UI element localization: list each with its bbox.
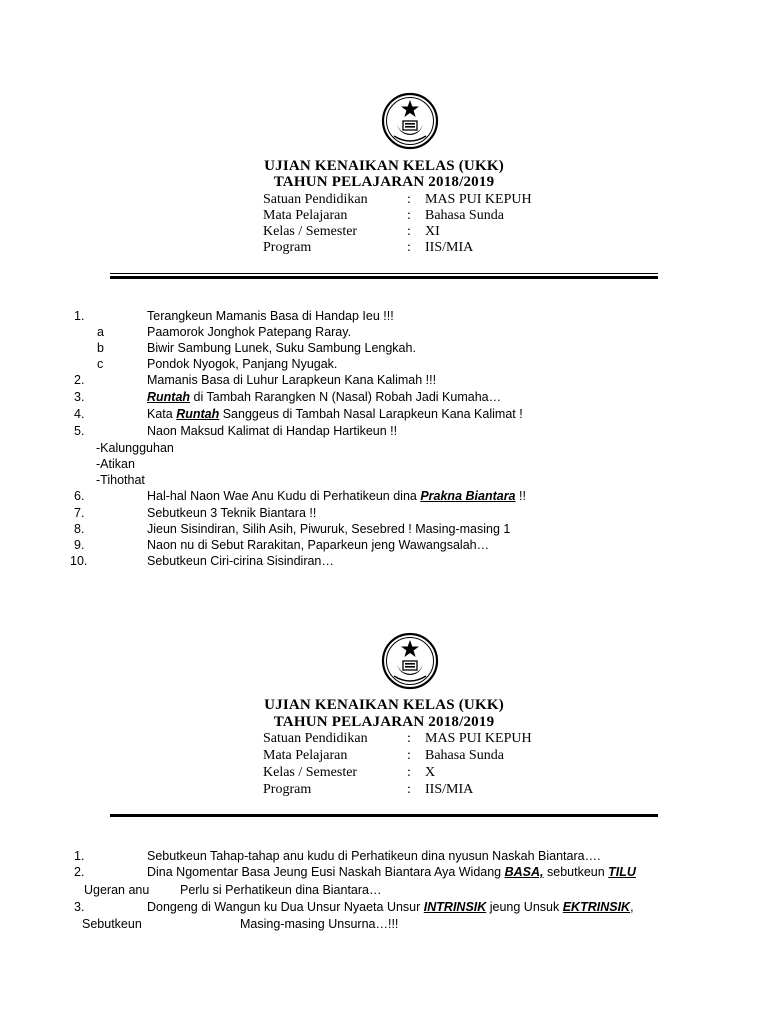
question-text: Dina Ngomentar Basa Jeung Eusi Naskah Biantara Aya Widang BASA, sebutkeun TILU	[147, 865, 636, 879]
question-number: 2.	[74, 373, 85, 387]
question-continuation: Sebutkeun	[82, 917, 142, 931]
question-sub-letter: c	[97, 357, 104, 371]
question-number: 10.	[70, 554, 88, 568]
question-text: Mamanis Basa di Luhur Larapkeun Kana Kalimah !!!	[147, 373, 437, 387]
academic-year-title: TAHUN PELAJARAN 2018/2019	[273, 174, 495, 190]
question-text: Runtah di Tambah Rarangken N (Nasal) Robah Jadi Kumaha…	[147, 390, 502, 404]
question-text: Sebutkeun Tahap-tahap anu kudu di Perhatikeun dina nyusun Naskah Biantara….	[147, 849, 601, 863]
question-text: Dongeng di Wangun ku Dua Unsur Nyaeta Unsur INTRINSIK jeung Unsuk EKTRINSIK,	[147, 900, 634, 914]
question-sub-text: Paamorok Jonghok Patepang Raray.	[147, 325, 352, 339]
exam-title: UJIAN KENAIKAN KELAS (UKK)	[264, 697, 504, 713]
question-number: 3.	[74, 900, 85, 914]
question-number: 5.	[74, 424, 85, 438]
emphasized-term: Runtah	[176, 407, 220, 421]
school-emblem-logo	[381, 632, 439, 690]
question-number: 1.	[74, 849, 85, 863]
question-text: Terangkeun Mamanis Basa di Handap Ieu !!!	[147, 309, 394, 323]
exam-sheet-1: UJIAN KENAIKAN KELAS (UKK) TAHUN PELAJARAN 2018/2019 Satuan Pendidikan : MAS PUI KEPUH Mata Pelajaran : Bahasa Sunda Kelas / Semester : XI Program : IIS/MIA 1. Terangkeun Mamanis Basa di Handap Ieu !!! a Paamorok Jonghok Patepang Raray. b Biwir Sambung Lunek, Suku Sambung Lengkah. c Pondok Nyogok, Panjang Nyugak. 2. Mamanis Basa di Luhur Larapkeun Kana Kalimah !!! 3. Runtah di Tambah Rarangken N (Nasal) Robah Jadi Kumaha… 4. Kata Runtah Sanggeus di Tambah Nasal Larapkeun Kana Kalimat ! 5. Naon Maksud Kalimat di Handap Hartikeun !! -Kalungguhan -Atikan -Tihothat 6. Hal-hal Naon Wae Anu Kudu di Perhatikeun dina Prakna Biantara !! 7. Sebutkeun 3 Teknik Biantara !! 8. Jieun Sisindiran, Silih Asih, Piwuruk, Sesebred ! Masing-masing 1 9. Naon nu di Sebut Rarakitan, Paparkeun jeng Wawangsalah… 10. Sebutkeun Ciri-cirina Sisindiran…	[0, 0, 768, 600]
question-text: Sebutkeun Ciri-cirina Sisindiran…	[147, 554, 334, 568]
question-text: Naon Maksud Kalimat di Handap Hartikeun !!	[147, 424, 398, 438]
exam-title: UJIAN KENAIKAN KELAS (UKK)	[264, 158, 504, 174]
question-number: 9.	[74, 538, 85, 552]
question-sub-text: Biwir Sambung Lunek, Suku Sambung Lengkah.	[147, 341, 416, 355]
question-text: Jieun Sisindiran, Silih Asih, Piwuruk, Sesebred ! Masing-masing 1	[147, 522, 511, 536]
question-text: Hal-hal Naon Wae Anu Kudu di Perhatikeun dina Prakna Biantara !!	[147, 489, 526, 503]
question-continuation: Perlu si Perhatikeun dina Biantara…	[180, 883, 382, 897]
question-text: Kata Runtah Sanggeus di Tambah Nasal Larapkeun Kana Kalimat !	[147, 407, 523, 421]
question-number: 4.	[74, 407, 85, 421]
question-number: 3.	[74, 390, 85, 404]
emphasized-term: BASA,	[504, 865, 544, 879]
question-text: Naon nu di Sebut Rarakitan, Paparkeun jeng Wawangsalah…	[147, 538, 490, 552]
question-number: 1.	[74, 309, 85, 323]
question-sub-letter: a	[97, 325, 104, 339]
exam-sheet-2: UJIAN KENAIKAN KELAS (UKK) TAHUN PELAJARAN 2018/2019 Satuan Pendidikan : MAS PUI KEPUH Mata Pelajaran : Bahasa Sunda Kelas / Semester : X Program : IIS/MIA 1. Sebutkeun Tahap-tahap anu kudu di Perhatikeun dina nyusun Naskah Biantara…. 2. Dina Ngomentar Basa Jeung Eusi Naskah Biantara Aya Widang BASA, sebutkeun TILU Ugeran anu Perlu si Perhatikeun dina Biantara… 3. Dongeng di Wangun ku Dua Unsur Nyaeta Unsur INTRINSIK jeung Unsuk EKTRINSIK, Sebutkeun Masing-masing Unsurna…!!!	[0, 0, 768, 1024]
question-continuation: Masing-masing Unsurna…!!!	[240, 917, 399, 931]
emphasized-term: TILU	[608, 865, 636, 879]
question-sub-text: Pondok Nyogok, Panjang Nyugak.	[147, 357, 338, 371]
question-continuation: Ugeran anu	[84, 883, 150, 897]
question-text: Sebutkeun 3 Teknik Biantara !!	[147, 506, 317, 520]
question-sub-letter: b	[97, 341, 104, 355]
question-number: 2.	[74, 865, 85, 879]
emphasized-term: Runtah	[147, 390, 191, 404]
question-number: 8.	[74, 522, 85, 536]
sub-item: -Atikan	[96, 457, 135, 471]
sub-item: -Tihothat	[96, 473, 145, 487]
header-divider-thick	[110, 814, 658, 817]
emphasized-term: INTRINSIK	[423, 900, 487, 914]
emphasized-term: Prakna Biantara	[420, 489, 516, 503]
question-number: 6.	[74, 489, 85, 503]
sub-item: -Kalungguhan	[96, 441, 174, 455]
emphasized-term: EKTRINSIK	[562, 900, 631, 914]
question-number: 7.	[74, 506, 85, 520]
academic-year-title: TAHUN PELAJARAN 2018/2019	[273, 714, 495, 730]
